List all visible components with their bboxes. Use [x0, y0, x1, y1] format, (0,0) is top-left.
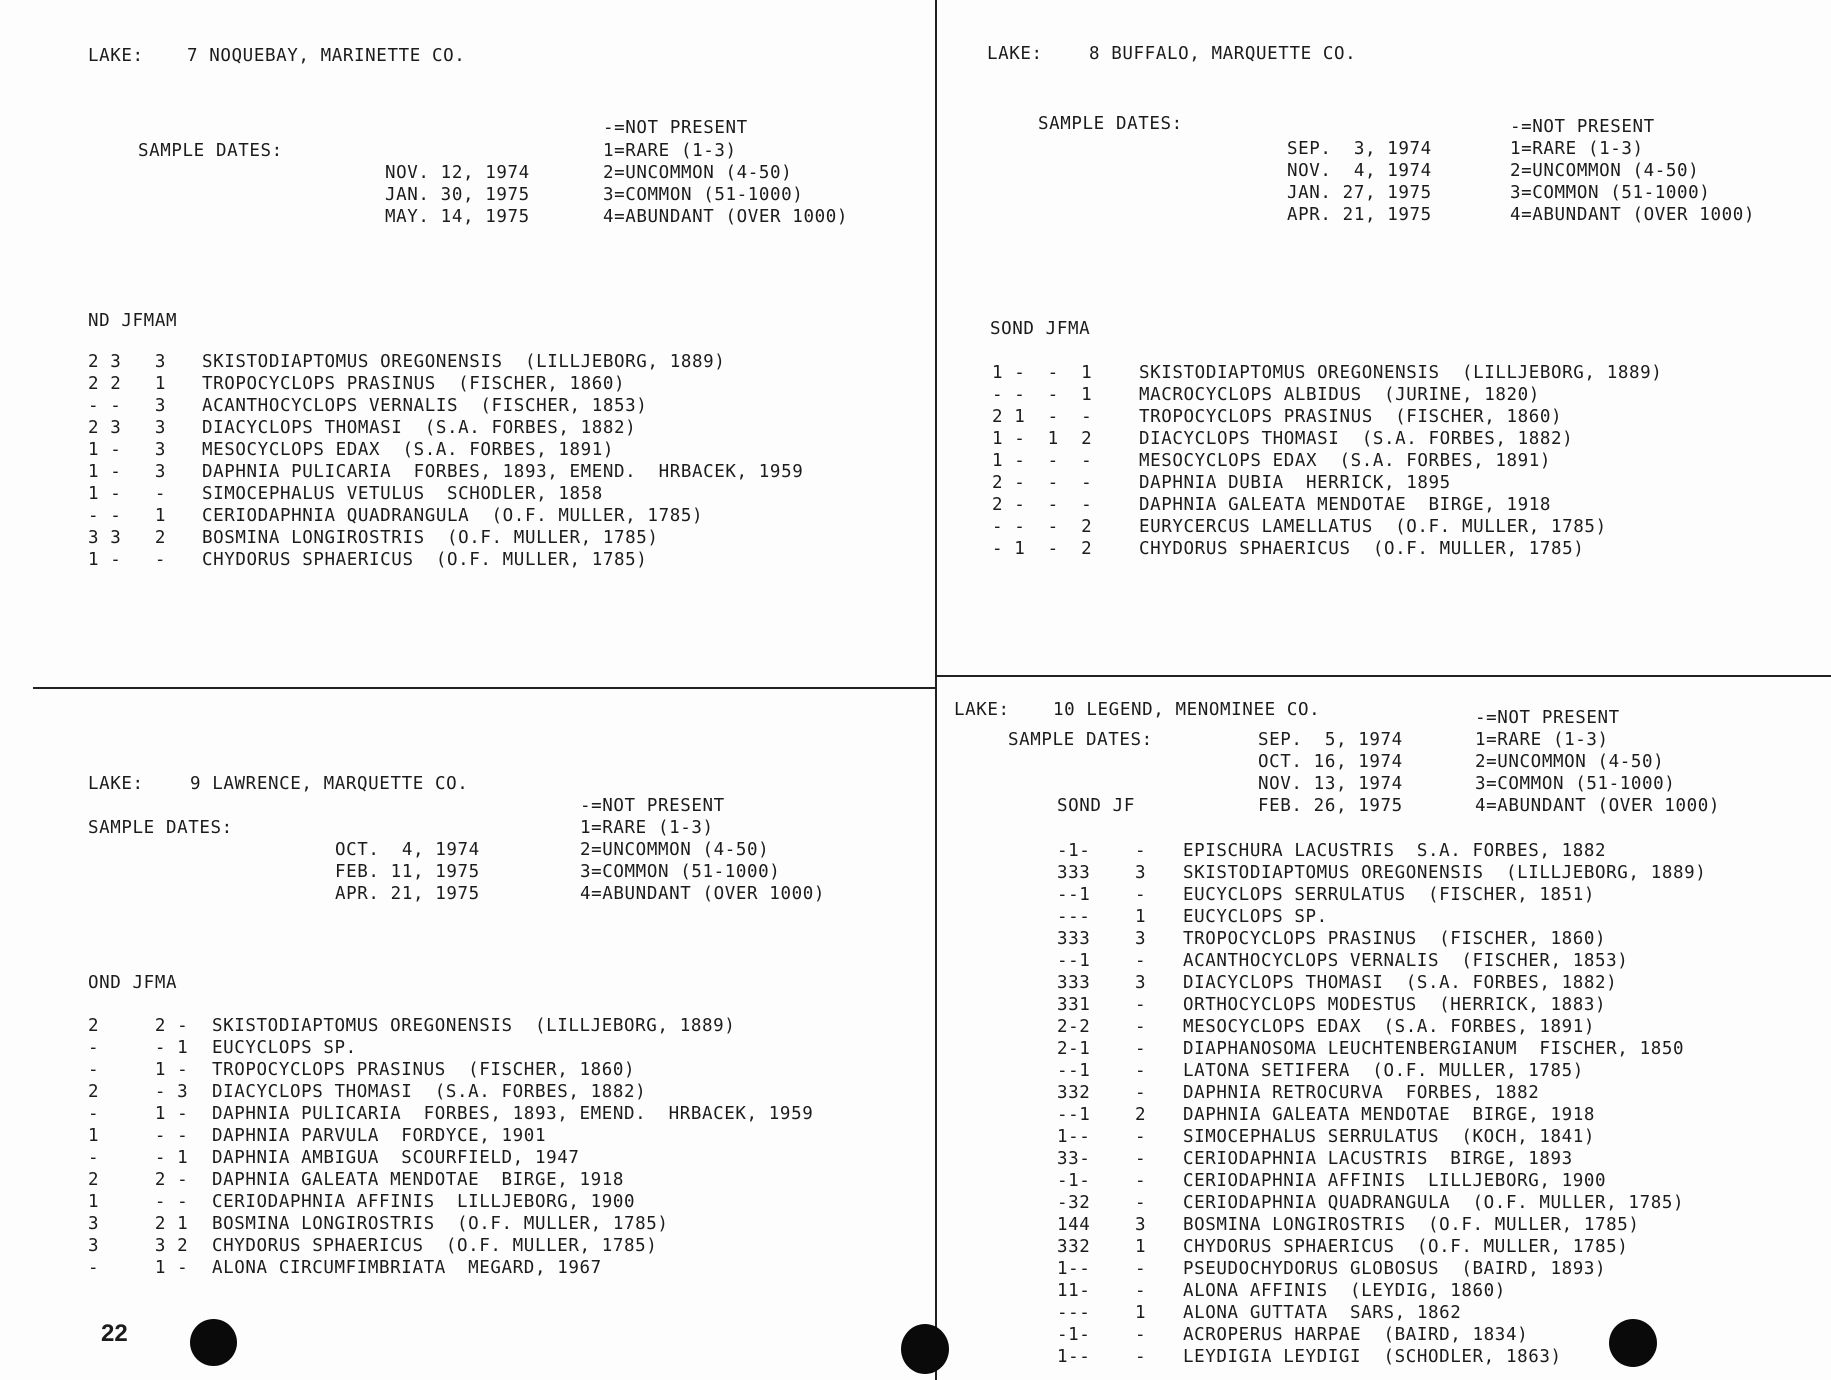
abundance-codes: -32 - [1057, 1193, 1147, 1213]
abundance-codes: 2 1 - - [992, 407, 1093, 427]
abundance-codes: --- 1 [1057, 1303, 1147, 1323]
species-name: ALONA AFFINIS (LEYDIG, 1860) [1183, 1281, 1506, 1301]
abundance-codes: --1 2 [1057, 1105, 1147, 1125]
lake-label: LAKE: [954, 700, 1010, 720]
sample-date: NOV. 13, 1974 [1258, 774, 1403, 794]
lake-name: 7 NOQUEBAY, MARINETTE CO. [187, 46, 466, 66]
abundance-codes: - 1 - [88, 1104, 189, 1124]
species-name: EPISCHURA LACUSTRIS S.A. FORBES, 1882 [1183, 841, 1607, 861]
sample-date: MAY. 14, 1975 [385, 207, 530, 227]
abundance-codes: --1 - [1057, 951, 1147, 971]
species-name: MESOCYCLOPS EDAX (S.A. FORBES, 1891) [1139, 451, 1552, 471]
species-name: CERIODAPHNIA LACUSTRIS BIRGE, 1893 [1183, 1149, 1573, 1169]
legend-uncommon: 2=UNCOMMON (4-50) [580, 840, 770, 860]
species-name: DAPHNIA GALEATA MENDOTAE BIRGE, 1918 [1183, 1105, 1596, 1125]
legend-uncommon: 2=UNCOMMON (4-50) [1475, 752, 1665, 772]
species-name: BOSMINA LONGIROSTRIS (O.F. MULLER, 1785) [202, 528, 659, 548]
lake-label: LAKE: [88, 774, 144, 794]
abundance-codes: 2-1 - [1057, 1039, 1147, 1059]
months-header: SOND JFMA [990, 319, 1091, 339]
sample-date: NOV. 12, 1974 [385, 163, 530, 183]
species-name: MACROCYCLOPS ALBIDUS (JURINE, 1820) [1139, 385, 1540, 405]
abundance-codes: 3 3 2 [88, 1236, 189, 1256]
abundance-codes: -1- - [1057, 841, 1147, 861]
species-name: DIACYCLOPS THOMASI (S.A. FORBES, 1882) [212, 1082, 647, 1102]
abundance-codes: 2-2 - [1057, 1017, 1147, 1037]
species-name: MESOCYCLOPS EDAX (S.A. FORBES, 1891) [1183, 1017, 1596, 1037]
legend-abundant: 4=ABUNDANT (OVER 1000) [1475, 796, 1720, 816]
abundance-codes: --1 - [1057, 885, 1147, 905]
abundance-codes: 3 3 2 [88, 528, 166, 548]
species-name: DAPHNIA PARVULA FORDYCE, 1901 [212, 1126, 547, 1146]
legend-common: 3=COMMON (51-1000) [1510, 183, 1711, 203]
abundance-codes: 1-- - [1057, 1347, 1147, 1367]
abundance-codes: 2 2 - [88, 1170, 189, 1190]
species-name: DAPHNIA PULICARIA FORBES, 1893, EMEND. HRBACEK, 1959 [212, 1104, 814, 1124]
species-name: SKISTODIAPTOMUS OREGONENSIS (LILLJEBORG, 1889) [202, 352, 726, 372]
species-name: CHYDORUS SPHAERICUS (O.F. MULLER, 1785) [1139, 539, 1585, 559]
species-name: ALONA GUTTATA SARS, 1862 [1183, 1303, 1462, 1323]
species-name: BOSMINA LONGIROSTRIS (O.F. MULLER, 1785) [1183, 1215, 1640, 1235]
species-name: LATONA SETIFERA (O.F. MULLER, 1785) [1183, 1061, 1584, 1081]
species-name: ACANTHOCYCLOPS VERNALIS (FISCHER, 1853) [1183, 951, 1629, 971]
sample-date: OCT. 16, 1974 [1258, 752, 1403, 772]
legend-not-present: -=NOT PRESENT [1475, 708, 1620, 728]
binder-hole [1609, 1319, 1657, 1367]
legend-rare: 1=RARE (1-3) [603, 141, 737, 161]
abundance-codes: 1 - - 1 [992, 363, 1093, 383]
abundance-codes: 1 - - [88, 1192, 189, 1212]
months-header: OND JFMA [88, 973, 178, 993]
abundance-codes: 1-- - [1057, 1259, 1147, 1279]
abundance-codes: 1 - 3 [88, 462, 166, 482]
legend-uncommon: 2=UNCOMMON (4-50) [603, 163, 793, 183]
legend-rare: 1=RARE (1-3) [1475, 730, 1609, 750]
abundance-codes: 2 2 - [88, 1016, 189, 1036]
legend-abundant: 4=ABUNDANT (OVER 1000) [580, 884, 825, 904]
species-name: EUCYCLOPS SP. [1183, 907, 1328, 927]
abundance-codes: 144 3 [1057, 1215, 1147, 1235]
species-name: DAPHNIA GALEATA MENDOTAE BIRGE, 1918 [1139, 495, 1552, 515]
binder-hole [901, 1324, 949, 1374]
lake-label: LAKE: [88, 46, 144, 66]
sample-dates-label: SAMPLE DATES: [88, 818, 233, 838]
abundance-codes: 2 - - - [992, 473, 1093, 493]
abundance-codes: 11- - [1057, 1281, 1147, 1301]
abundance-codes: --- 1 [1057, 907, 1147, 927]
lake-name: 8 BUFFALO, MARQUETTE CO. [1089, 44, 1357, 64]
species-name: CERIODAPHNIA AFFINIS LILLJEBORG, 1900 [212, 1192, 636, 1212]
abundance-codes: - - 1 [88, 1148, 189, 1168]
abundance-codes: - - 1 [88, 506, 166, 526]
abundance-codes: 1 - 1 2 [992, 429, 1093, 449]
lake-label: LAKE: [987, 44, 1043, 64]
vertical-divider [935, 0, 937, 1380]
species-name: DAPHNIA GALEATA MENDOTAE BIRGE, 1918 [212, 1170, 625, 1190]
species-name: DAPHNIA PULICARIA FORBES, 1893, EMEND. HRBACEK, 1959 [202, 462, 804, 482]
legend-common: 3=COMMON (51-1000) [603, 185, 804, 205]
species-name: CHYDORUS SPHAERICUS (O.F. MULLER, 1785) [202, 550, 648, 570]
months-header: SOND JF [1057, 796, 1135, 816]
legend-not-present: -=NOT PRESENT [603, 118, 748, 138]
legend-uncommon: 2=UNCOMMON (4-50) [1510, 161, 1700, 181]
species-name: SKISTODIAPTOMUS OREGONENSIS (LILLJEBORG, 1889) [212, 1016, 736, 1036]
species-name: DAPHNIA AMBIGUA SCOURFIELD, 1947 [212, 1148, 580, 1168]
abundance-codes: - - 3 [88, 396, 166, 416]
abundance-codes: 1 - - [88, 1126, 189, 1146]
abundance-codes: 333 3 [1057, 863, 1147, 883]
sample-dates-label: SAMPLE DATES: [1038, 114, 1183, 134]
abundance-codes: 332 - [1057, 1083, 1147, 1103]
species-name: EUCYCLOPS SP. [212, 1038, 357, 1058]
abundance-codes: --1 - [1057, 1061, 1147, 1081]
legend-not-present: -=NOT PRESENT [1510, 117, 1655, 137]
species-name: TROPOCYCLOPS PRASINUS (FISCHER, 1860) [212, 1060, 636, 1080]
abundance-codes: 1 - - [88, 484, 166, 504]
abundance-codes: 1 - - - [992, 451, 1093, 471]
sample-dates-label: SAMPLE DATES: [138, 141, 283, 161]
abundance-codes: 333 3 [1057, 929, 1147, 949]
abundance-codes: 33- - [1057, 1149, 1147, 1169]
species-name: CERIODAPHNIA QUADRANGULA (O.F. MULLER, 1785) [1183, 1193, 1685, 1213]
sample-date: APR. 21, 1975 [335, 884, 480, 904]
species-name: DAPHNIA RETROCURVA FORBES, 1882 [1183, 1083, 1540, 1103]
abundance-codes: 2 - - - [992, 495, 1093, 515]
abundance-codes: 2 - 3 [88, 1082, 189, 1102]
species-name: CERIODAPHNIA QUADRANGULA (O.F. MULLER, 1785) [202, 506, 704, 526]
sample-date: SEP. 3, 1974 [1287, 139, 1432, 159]
species-name: EUCYCLOPS SERRULATUS (FISCHER, 1851) [1183, 885, 1596, 905]
sample-dates-label: SAMPLE DATES: [1008, 730, 1153, 750]
species-name: SKISTODIAPTOMUS OREGONENSIS (LILLJEBORG, 1889) [1183, 863, 1707, 883]
species-name: CHYDORUS SPHAERICUS (O.F. MULLER, 1785) [1183, 1237, 1629, 1257]
abundance-codes: 331 - [1057, 995, 1147, 1015]
species-name: SIMOCEPHALUS SERRULATUS (KOCH, 1841) [1183, 1127, 1596, 1147]
sample-date: SEP. 5, 1974 [1258, 730, 1403, 750]
abundance-codes: 3 2 1 [88, 1214, 189, 1234]
abundance-codes: -1- - [1057, 1325, 1147, 1345]
sample-date: JAN. 30, 1975 [385, 185, 530, 205]
sample-date: FEB. 26, 1975 [1258, 796, 1403, 816]
species-name: DIACYCLOPS THOMASI (S.A. FORBES, 1882) [1139, 429, 1574, 449]
species-name: LEYDIGIA LEYDIGI (SCHODLER, 1863) [1183, 1347, 1562, 1367]
lake-name: 9 LAWRENCE, MARQUETTE CO. [190, 774, 469, 794]
species-name: BOSMINA LONGIROSTRIS (O.F. MULLER, 1785) [212, 1214, 669, 1234]
legend-abundant: 4=ABUNDANT (OVER 1000) [603, 207, 848, 227]
sample-date: JAN. 27, 1975 [1287, 183, 1432, 203]
species-name: ALONA CIRCUMFIMBRIATA MEGARD, 1967 [212, 1258, 602, 1278]
species-name: EURYCERCUS LAMELLATUS (O.F. MULLER, 1785) [1139, 517, 1607, 537]
species-name: SKISTODIAPTOMUS OREGONENSIS (LILLJEBORG, 1889) [1139, 363, 1663, 383]
horizontal-divider-right [936, 675, 1831, 677]
species-name: ORTHOCYCLOPS MODESTUS (HERRICK, 1883) [1183, 995, 1607, 1015]
species-name: DIACYCLOPS THOMASI (S.A. FORBES, 1882) [202, 418, 637, 438]
species-name: ACANTHOCYCLOPS VERNALIS (FISCHER, 1853) [202, 396, 648, 416]
abundance-codes: 333 3 [1057, 973, 1147, 993]
species-name: TROPOCYCLOPS PRASINUS (FISCHER, 1860) [1139, 407, 1563, 427]
abundance-codes: 1 - 3 [88, 440, 166, 460]
legend-common: 3=COMMON (51-1000) [1475, 774, 1676, 794]
sample-date: APR. 21, 1975 [1287, 205, 1432, 225]
legend-rare: 1=RARE (1-3) [580, 818, 714, 838]
species-name: DIACYCLOPS THOMASI (S.A. FORBES, 1882) [1183, 973, 1618, 993]
lake-name: 10 LEGEND, MENOMINEE CO. [1053, 700, 1321, 720]
sample-date: FEB. 11, 1975 [335, 862, 480, 882]
sample-date: OCT. 4, 1974 [335, 840, 480, 860]
legend-abundant: 4=ABUNDANT (OVER 1000) [1510, 205, 1755, 225]
species-name: TROPOCYCLOPS PRASINUS (FISCHER, 1860) [1183, 929, 1607, 949]
abundance-codes: - - 1 [88, 1038, 189, 1058]
abundance-codes: 2 3 3 [88, 418, 166, 438]
sample-date: NOV. 4, 1974 [1287, 161, 1432, 181]
abundance-codes: - - - 2 [992, 517, 1093, 537]
species-name: SIMOCEPHALUS VETULUS SCHODLER, 1858 [202, 484, 603, 504]
abundance-codes: - 1 - [88, 1258, 189, 1278]
species-name: CHYDORUS SPHAERICUS (O.F. MULLER, 1785) [212, 1236, 658, 1256]
abundance-codes: - - - 1 [992, 385, 1093, 405]
abundance-codes: 1-- - [1057, 1127, 1147, 1147]
species-name: ACROPERUS HARPAE (BAIRD, 1834) [1183, 1325, 1529, 1345]
abundance-codes: - 1 - 2 [992, 539, 1093, 559]
abundance-codes: 332 1 [1057, 1237, 1147, 1257]
binder-hole [190, 1319, 237, 1366]
species-name: DAPHNIA DUBIA HERRICK, 1895 [1139, 473, 1451, 493]
abundance-codes: 2 3 3 [88, 352, 166, 372]
months-header: ND JFMAM [88, 311, 178, 331]
page-number: 22 [101, 1320, 128, 1347]
abundance-codes: 1 - - [88, 550, 166, 570]
species-name: PSEUDOCHYDORUS GLOBOSUS (BAIRD, 1893) [1183, 1259, 1607, 1279]
abundance-codes: - 1 - [88, 1060, 189, 1080]
species-name: CERIODAPHNIA AFFINIS LILLJEBORG, 1900 [1183, 1171, 1607, 1191]
abundance-codes: 2 2 1 [88, 374, 166, 394]
horizontal-divider-left [33, 687, 936, 689]
legend-common: 3=COMMON (51-1000) [580, 862, 781, 882]
legend-rare: 1=RARE (1-3) [1510, 139, 1644, 159]
legend-not-present: -=NOT PRESENT [580, 796, 725, 816]
abundance-codes: -1- - [1057, 1171, 1147, 1191]
species-name: TROPOCYCLOPS PRASINUS (FISCHER, 1860) [202, 374, 626, 394]
species-name: DIAPHANOSOMA LEUCHTENBERGIANUM FISCHER, 1850 [1183, 1039, 1685, 1059]
species-name: MESOCYCLOPS EDAX (S.A. FORBES, 1891) [202, 440, 615, 460]
